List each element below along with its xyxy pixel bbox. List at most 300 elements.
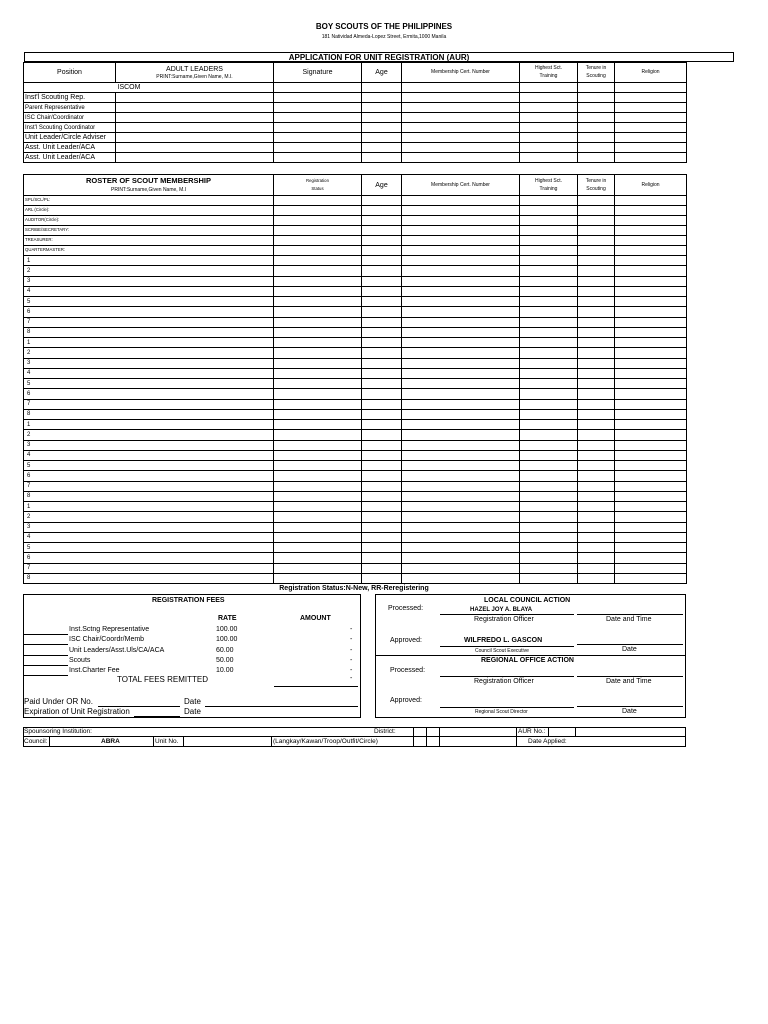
table-cell[interactable]: [362, 368, 402, 378]
table-cell[interactable]: [402, 83, 520, 93]
table-cell[interactable]: [402, 297, 520, 307]
table-cell[interactable]: [520, 461, 578, 471]
table-cell[interactable]: [402, 196, 520, 206]
table-cell[interactable]: [402, 327, 520, 337]
table-cell[interactable]: [615, 133, 687, 143]
table-cell[interactable]: [274, 543, 362, 553]
table-cell[interactable]: [615, 103, 687, 113]
table-cell[interactable]: [274, 307, 362, 317]
table-cell[interactable]: [520, 113, 578, 123]
table-cell[interactable]: [274, 399, 362, 409]
table-cell[interactable]: [520, 338, 578, 348]
table-cell[interactable]: [274, 297, 362, 307]
table-cell[interactable]: [362, 236, 402, 246]
table-cell[interactable]: [520, 563, 578, 573]
table-cell[interactable]: [362, 256, 402, 266]
table-cell[interactable]: [362, 573, 402, 583]
table-cell[interactable]: [362, 103, 402, 113]
table-cell[interactable]: [578, 338, 615, 348]
table-cell[interactable]: [402, 563, 520, 573]
table-cell[interactable]: [520, 522, 578, 532]
table-cell[interactable]: [615, 563, 687, 573]
table-cell[interactable]: [402, 93, 520, 103]
table-cell[interactable]: [520, 389, 578, 399]
table-cell[interactable]: [362, 522, 402, 532]
table-cell[interactable]: [362, 317, 402, 327]
table-cell[interactable]: [402, 553, 520, 563]
table-cell[interactable]: [402, 358, 520, 368]
local-date-input[interactable]: [577, 644, 683, 645]
table-cell[interactable]: [274, 276, 362, 286]
table-cell[interactable]: [274, 133, 362, 143]
table-cell[interactable]: [362, 553, 402, 563]
table-cell[interactable]: [520, 543, 578, 553]
table-cell[interactable]: [578, 226, 615, 236]
regional-date-input[interactable]: [577, 706, 683, 707]
table-cell[interactable]: [274, 113, 362, 123]
table-cell[interactable]: [362, 563, 402, 573]
table-cell[interactable]: [578, 389, 615, 399]
table-cell[interactable]: [274, 522, 362, 532]
table-cell[interactable]: [362, 338, 402, 348]
table-cell[interactable]: [274, 420, 362, 430]
table-cell[interactable]: [402, 368, 520, 378]
table-cell[interactable]: [578, 216, 615, 226]
table-cell[interactable]: [362, 399, 402, 409]
table-cell[interactable]: [520, 297, 578, 307]
table-cell[interactable]: [402, 389, 520, 399]
table-cell[interactable]: [402, 123, 520, 133]
table-cell[interactable]: [402, 450, 520, 460]
table-cell[interactable]: [362, 481, 402, 491]
table-cell[interactable]: [578, 153, 615, 163]
table-cell[interactable]: [274, 348, 362, 358]
table-cell[interactable]: [402, 440, 520, 450]
table-cell[interactable]: [362, 491, 402, 501]
table-cell[interactable]: [402, 286, 520, 296]
table-cell[interactable]: [578, 297, 615, 307]
table-cell[interactable]: [274, 226, 362, 236]
table-cell[interactable]: [578, 113, 615, 123]
table-cell[interactable]: [520, 409, 578, 419]
local-date-time-input[interactable]: [577, 614, 683, 615]
table-cell[interactable]: [615, 348, 687, 358]
table-cell[interactable]: [520, 553, 578, 563]
table-cell[interactable]: [362, 266, 402, 276]
table-cell[interactable]: [362, 409, 402, 419]
table-cell[interactable]: [362, 543, 402, 553]
table-cell[interactable]: [520, 430, 578, 440]
table-cell[interactable]: [520, 206, 578, 216]
table-cell[interactable]: [578, 573, 615, 583]
table-cell[interactable]: [615, 461, 687, 471]
table-cell[interactable]: [402, 573, 520, 583]
table-cell[interactable]: [362, 226, 402, 236]
table-cell[interactable]: [362, 420, 402, 430]
table-cell[interactable]: [520, 532, 578, 542]
table-cell[interactable]: [274, 266, 362, 276]
table-cell[interactable]: [615, 256, 687, 266]
table-cell[interactable]: [615, 338, 687, 348]
table-cell[interactable]: [362, 430, 402, 440]
table-cell[interactable]: [615, 491, 687, 501]
table-cell[interactable]: [116, 103, 274, 113]
table-cell[interactable]: [615, 430, 687, 440]
table-cell[interactable]: [520, 123, 578, 133]
table-cell[interactable]: [578, 133, 615, 143]
table-cell[interactable]: [362, 83, 402, 93]
table-cell[interactable]: [402, 236, 520, 246]
table-cell[interactable]: [578, 430, 615, 440]
table-cell[interactable]: [402, 532, 520, 542]
table-cell[interactable]: [578, 327, 615, 337]
table-cell[interactable]: [615, 440, 687, 450]
table-cell[interactable]: [578, 563, 615, 573]
table-cell[interactable]: [402, 103, 520, 113]
table-cell[interactable]: [578, 543, 615, 553]
table-cell[interactable]: [520, 358, 578, 368]
table-cell[interactable]: [402, 276, 520, 286]
table-cell[interactable]: [274, 246, 362, 256]
table-cell[interactable]: [402, 266, 520, 276]
table-cell[interactable]: [578, 512, 615, 522]
table-cell[interactable]: [615, 481, 687, 491]
table-cell[interactable]: [362, 206, 402, 216]
table-cell[interactable]: [274, 317, 362, 327]
table-cell[interactable]: [578, 93, 615, 103]
table-cell[interactable]: [362, 440, 402, 450]
table-cell[interactable]: [615, 206, 687, 216]
table-cell[interactable]: [402, 430, 520, 440]
table-cell[interactable]: [578, 409, 615, 419]
table-cell[interactable]: [578, 522, 615, 532]
table-cell[interactable]: [362, 297, 402, 307]
table-cell[interactable]: [578, 461, 615, 471]
table-cell[interactable]: [615, 317, 687, 327]
table-cell[interactable]: [520, 491, 578, 501]
table-cell[interactable]: [274, 286, 362, 296]
table-cell[interactable]: [578, 502, 615, 512]
table-cell[interactable]: [362, 276, 402, 286]
table-cell[interactable]: [116, 123, 274, 133]
table-cell[interactable]: [615, 266, 687, 276]
table-cell[interactable]: [362, 143, 402, 153]
table-cell[interactable]: [116, 133, 274, 143]
table-cell[interactable]: [578, 399, 615, 409]
table-cell[interactable]: [402, 512, 520, 522]
table-cell[interactable]: [578, 358, 615, 368]
table-cell[interactable]: [615, 379, 687, 389]
table-cell[interactable]: [362, 133, 402, 143]
table-cell[interactable]: [615, 327, 687, 337]
table-cell[interactable]: [578, 256, 615, 266]
table-cell[interactable]: [615, 543, 687, 553]
table-cell[interactable]: [578, 83, 615, 93]
table-cell[interactable]: [274, 573, 362, 583]
table-cell[interactable]: [274, 532, 362, 542]
table-cell[interactable]: [362, 348, 402, 358]
table-cell[interactable]: [578, 450, 615, 460]
table-cell[interactable]: [362, 153, 402, 163]
table-cell[interactable]: [362, 379, 402, 389]
table-cell[interactable]: [274, 143, 362, 153]
table-cell[interactable]: [615, 286, 687, 296]
table-cell[interactable]: [578, 532, 615, 542]
table-cell[interactable]: [402, 461, 520, 471]
table-cell[interactable]: [578, 379, 615, 389]
table-cell[interactable]: [274, 206, 362, 216]
table-cell[interactable]: [578, 123, 615, 133]
table-cell[interactable]: [116, 93, 274, 103]
table-cell[interactable]: [578, 286, 615, 296]
table-cell[interactable]: [274, 93, 362, 103]
table-cell[interactable]: [402, 246, 520, 256]
table-cell[interactable]: [274, 358, 362, 368]
table-cell[interactable]: [520, 450, 578, 460]
table-cell[interactable]: [402, 256, 520, 266]
table-cell[interactable]: [615, 153, 687, 163]
table-cell[interactable]: [520, 379, 578, 389]
regional-processed-input[interactable]: [440, 676, 574, 677]
table-cell[interactable]: [274, 440, 362, 450]
table-cell[interactable]: [274, 256, 362, 266]
table-cell[interactable]: [274, 103, 362, 113]
table-cell[interactable]: [615, 409, 687, 419]
fee-blank-line[interactable]: [24, 655, 68, 656]
fee-item-amount: -: [350, 656, 353, 664]
table-cell[interactable]: [402, 307, 520, 317]
table-cell[interactable]: [615, 420, 687, 430]
table-cell[interactable]: [116, 153, 274, 163]
fee-item-label: Unit Leaders/Asst.Uls/CA/ACA: [69, 646, 165, 654]
table-cell[interactable]: [274, 153, 362, 163]
table-cell[interactable]: [520, 327, 578, 337]
table-cell[interactable]: [402, 471, 520, 481]
table-cell[interactable]: [274, 327, 362, 337]
col-roster-training-2: Training: [539, 185, 558, 192]
table-cell[interactable]: [362, 450, 402, 460]
table-cell[interactable]: [520, 399, 578, 409]
table-cell[interactable]: [578, 276, 615, 286]
table-cell[interactable]: [615, 553, 687, 563]
table-cell[interactable]: [402, 543, 520, 553]
table-cell[interactable]: [520, 236, 578, 246]
table-cell[interactable]: [362, 286, 402, 296]
table-cell[interactable]: [362, 471, 402, 481]
table-cell[interactable]: [362, 502, 402, 512]
table-cell[interactable]: [402, 317, 520, 327]
fee-blank-line[interactable]: [24, 634, 68, 635]
table-cell[interactable]: [520, 143, 578, 153]
table-cell[interactable]: [520, 348, 578, 358]
table-cell[interactable]: [578, 266, 615, 276]
table-cell[interactable]: [274, 123, 362, 133]
table-cell[interactable]: [615, 573, 687, 583]
table-cell[interactable]: [362, 327, 402, 337]
table-cell[interactable]: [615, 93, 687, 103]
table-cell[interactable]: [274, 471, 362, 481]
date1-input[interactable]: [205, 706, 358, 707]
table-cell[interactable]: [578, 236, 615, 246]
table-cell[interactable]: [578, 368, 615, 378]
table-cell[interactable]: [520, 226, 578, 236]
table-cell[interactable]: [520, 317, 578, 327]
table-cell[interactable]: [520, 83, 578, 93]
table-cell[interactable]: [520, 133, 578, 143]
table-cell[interactable]: [402, 216, 520, 226]
table-cell[interactable]: [362, 532, 402, 542]
table-cell[interactable]: [274, 430, 362, 440]
table-cell[interactable]: [615, 143, 687, 153]
table-cell[interactable]: [615, 450, 687, 460]
table-cell[interactable]: [362, 461, 402, 471]
table-cell[interactable]: [578, 196, 615, 206]
table-cell[interactable]: [520, 93, 578, 103]
table-cell[interactable]: [116, 113, 274, 123]
org-address: 181 Natividad Almeda-Lopez Street, Ermita,1000 Manila: [321, 34, 447, 40]
table-cell[interactable]: [274, 216, 362, 226]
fee-blank-line[interactable]: [24, 644, 68, 645]
table-cell[interactable]: [362, 246, 402, 256]
table-cell[interactable]: [362, 358, 402, 368]
table-cell[interactable]: [615, 502, 687, 512]
expiration-input[interactable]: [134, 716, 180, 717]
table-cell[interactable]: [402, 133, 520, 143]
table-cell[interactable]: [578, 491, 615, 501]
table-cell[interactable]: [578, 481, 615, 491]
table-cell[interactable]: [578, 440, 615, 450]
fee-blank-line[interactable]: [24, 675, 68, 676]
table-cell[interactable]: [578, 206, 615, 216]
table-cell[interactable]: [402, 399, 520, 409]
table-cell[interactable]: [615, 246, 687, 256]
table-cell[interactable]: [615, 83, 687, 93]
table-cell[interactable]: [402, 113, 520, 123]
table-cell[interactable]: [615, 399, 687, 409]
table-cell[interactable]: [578, 553, 615, 563]
table-cell[interactable]: [520, 256, 578, 266]
table-cell[interactable]: [362, 216, 402, 226]
table-cell[interactable]: [402, 143, 520, 153]
regional-approved-input[interactable]: [440, 707, 574, 708]
table-cell[interactable]: [402, 420, 520, 430]
table-cell[interactable]: [274, 368, 362, 378]
table-cell[interactable]: [402, 481, 520, 491]
table-cell[interactable]: [520, 512, 578, 522]
table-cell[interactable]: [615, 216, 687, 226]
table-cell[interactable]: [402, 409, 520, 419]
table-cell[interactable]: [274, 83, 362, 93]
table-cell[interactable]: [578, 317, 615, 327]
table-cell[interactable]: [274, 389, 362, 399]
table-cell[interactable]: [402, 206, 520, 216]
table-cell[interactable]: [362, 512, 402, 522]
table-cell[interactable]: [520, 246, 578, 256]
table-cell[interactable]: [615, 368, 687, 378]
table-cell[interactable]: [520, 286, 578, 296]
table-cell[interactable]: [274, 338, 362, 348]
table-cell[interactable]: [615, 297, 687, 307]
table-cell[interactable]: [615, 123, 687, 133]
table-cell[interactable]: [402, 379, 520, 389]
table-cell[interactable]: [402, 226, 520, 236]
table-cell[interactable]: [274, 379, 362, 389]
table-cell[interactable]: [578, 471, 615, 481]
table-cell[interactable]: [362, 123, 402, 133]
table-cell[interactable]: [578, 143, 615, 153]
table-cell[interactable]: [402, 491, 520, 501]
table-cell[interactable]: [274, 196, 362, 206]
table-cell[interactable]: [615, 276, 687, 286]
table-cell[interactable]: [520, 502, 578, 512]
table-cell[interactable]: [520, 216, 578, 226]
table-cell[interactable]: [520, 153, 578, 163]
table-cell[interactable]: [615, 226, 687, 236]
table-cell[interactable]: [274, 236, 362, 246]
table-cell[interactable]: [520, 266, 578, 276]
table-cell[interactable]: [520, 196, 578, 206]
table-cell[interactable]: [615, 512, 687, 522]
table-cell[interactable]: [116, 143, 274, 153]
table-cell[interactable]: [615, 113, 687, 123]
table-cell[interactable]: [615, 307, 687, 317]
table-cell[interactable]: [274, 409, 362, 419]
table-cell[interactable]: [520, 307, 578, 317]
table-cell[interactable]: [362, 389, 402, 399]
table-cell[interactable]: [578, 103, 615, 113]
table-cell[interactable]: [274, 450, 362, 460]
table-cell[interactable]: [520, 276, 578, 286]
table-cell[interactable]: [615, 522, 687, 532]
table-cell[interactable]: [274, 491, 362, 501]
table-cell[interactable]: [402, 522, 520, 532]
table-cell[interactable]: [274, 563, 362, 573]
table-cell[interactable]: [274, 512, 362, 522]
table-cell[interactable]: [402, 348, 520, 358]
table-cell[interactable]: [578, 307, 615, 317]
table-cell[interactable]: [615, 236, 687, 246]
table-cell[interactable]: [615, 471, 687, 481]
table-cell[interactable]: [520, 440, 578, 450]
table-cell[interactable]: [578, 348, 615, 358]
table-cell[interactable]: [520, 481, 578, 491]
table-cell[interactable]: [520, 471, 578, 481]
table-cell[interactable]: [362, 113, 402, 123]
table-cell[interactable]: [520, 103, 578, 113]
table-cell[interactable]: [402, 338, 520, 348]
table-cell[interactable]: [615, 358, 687, 368]
table-cell[interactable]: [362, 93, 402, 103]
table-cell[interactable]: [362, 307, 402, 317]
fee-blank-line[interactable]: [24, 665, 68, 666]
table-cell[interactable]: [615, 532, 687, 542]
table-cell[interactable]: [362, 196, 402, 206]
table-cell[interactable]: [578, 246, 615, 256]
table-cell[interactable]: [615, 196, 687, 206]
table-cell[interactable]: [402, 502, 520, 512]
table-cell[interactable]: [274, 481, 362, 491]
table-cell[interactable]: [578, 420, 615, 430]
table-cell[interactable]: [274, 553, 362, 563]
table-cell[interactable]: [402, 153, 520, 163]
table-cell[interactable]: [615, 389, 687, 399]
table-cell[interactable]: [274, 502, 362, 512]
table-cell[interactable]: [274, 461, 362, 471]
regional-date-time-input[interactable]: [577, 676, 683, 677]
table-cell[interactable]: [520, 573, 578, 583]
table-cell[interactable]: [520, 420, 578, 430]
table-cell[interactable]: [520, 368, 578, 378]
